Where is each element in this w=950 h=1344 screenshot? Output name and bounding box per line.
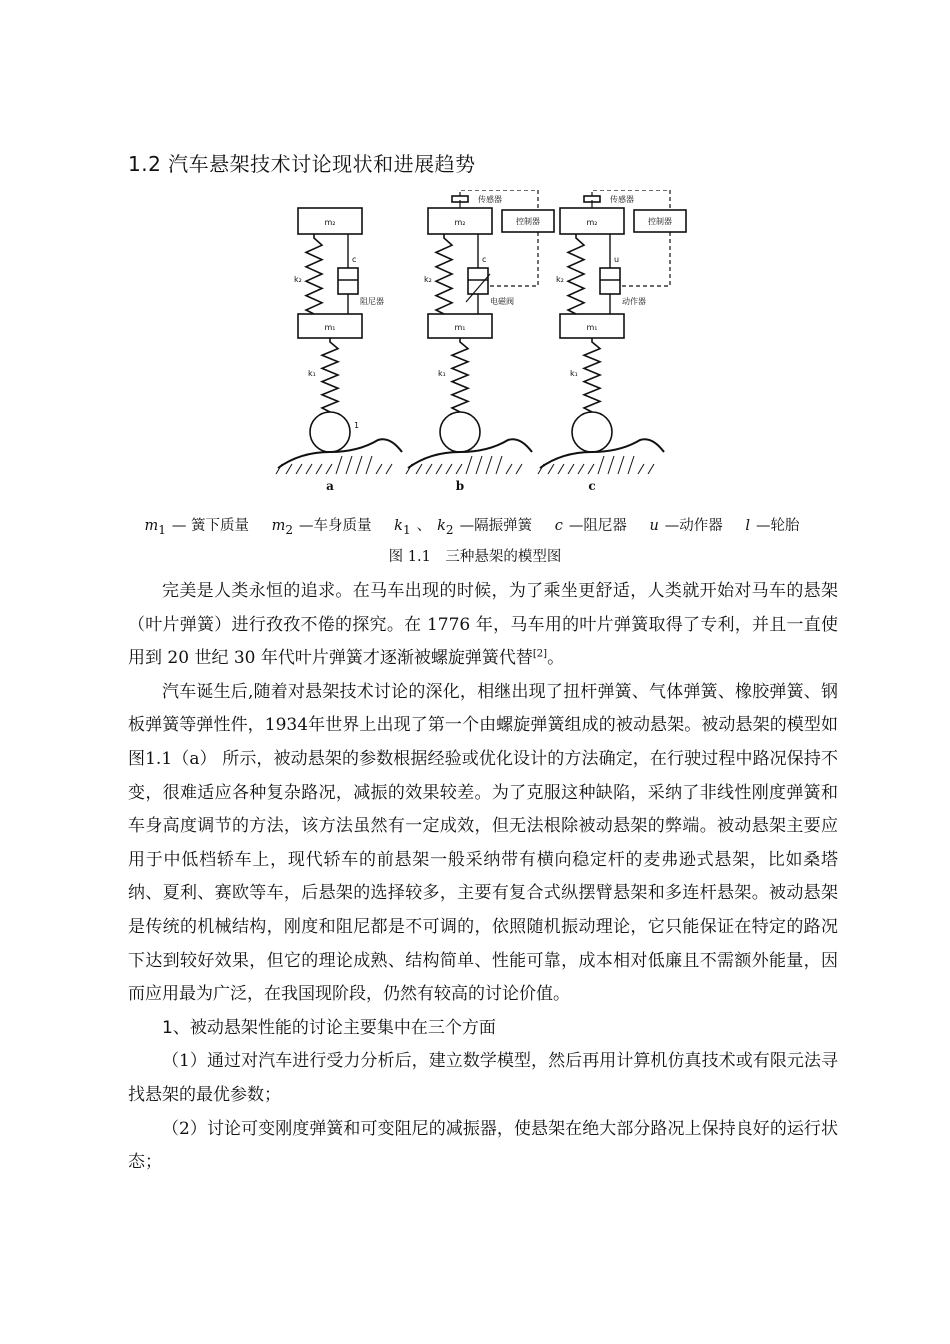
paragraph-history: 完美是人类永恒的追求。在马车出现的时候，为了乘坐更舒适，人类就开始对马车的悬架（叶片弹簧）进行孜孜不倦的探究。在 1776 年，马车用的叶片弹簧取得了专利，并且一直使用到 20 世纪 30 年代叶片弹簧才逐渐被螺旋弹簧代替[2]。 xyxy=(128,581,838,669)
road-hatch xyxy=(486,456,492,474)
road-hatch xyxy=(618,456,624,474)
road-hatch xyxy=(446,464,452,474)
panel-letter: c xyxy=(588,479,596,493)
figure-legend xyxy=(0,514,950,537)
road-hatch xyxy=(628,456,634,474)
road-hatch xyxy=(538,464,544,474)
road-hatch xyxy=(406,464,412,474)
sensor-label: 传感器 xyxy=(610,195,634,204)
legend-k: $k_1$ 、 $k_2$ —隔振弹簧 xyxy=(394,518,533,537)
mass-m2-label: m₂ xyxy=(324,218,336,227)
spring-k2-label: k₂ xyxy=(424,275,432,284)
list-item-1: （1）通过对汽车进行受力分析后，建立数学模型，然后再用计算机仿真技术或有限元法寻找悬架的最优参数； xyxy=(128,1051,838,1105)
road-hatch xyxy=(386,464,392,474)
damper-body xyxy=(600,268,620,294)
damper-symbol: u xyxy=(614,255,620,264)
suspension-diagram xyxy=(268,190,688,495)
road-hatch xyxy=(336,456,342,474)
spring-k2-label: k₂ xyxy=(294,275,302,284)
road-hatch xyxy=(588,464,594,474)
road-hatch xyxy=(456,464,462,474)
legend-c: c —阻尼器 xyxy=(554,518,627,534)
road-hatch xyxy=(608,456,614,474)
mass-m1-label: m₁ xyxy=(324,323,336,332)
road-hatch xyxy=(436,464,442,474)
road-hatch xyxy=(306,464,312,474)
spring-k1-label: k₁ xyxy=(308,369,316,378)
road-hatch xyxy=(356,456,362,474)
panel-letter: b xyxy=(455,479,465,493)
signal-line-control xyxy=(488,232,538,286)
body-text xyxy=(128,575,838,1180)
damper-label: 动作器 xyxy=(622,297,646,306)
road-hatch xyxy=(346,456,352,474)
damper-body xyxy=(338,268,358,294)
road-hatch xyxy=(416,464,422,474)
sub-heading: 1、被动悬架性能的讨论主要集中在三个方面 xyxy=(162,1017,496,1038)
legend-m2: $m_2$ —车身质量 xyxy=(271,518,372,537)
road-hatch xyxy=(578,464,584,474)
spring-k1-label: k₁ xyxy=(570,369,578,378)
spring-k2 xyxy=(306,234,322,314)
road-hatch xyxy=(286,464,292,474)
road-hatch xyxy=(326,464,332,474)
road-hatch xyxy=(506,464,512,474)
spring-k1 xyxy=(452,338,468,412)
damper-symbol: c xyxy=(352,255,357,264)
road-hatch xyxy=(638,464,644,474)
tire-label: 1 xyxy=(354,421,360,430)
list-item-2: （2）讨论可变刚度弹簧和可变阻尼的减振器，使悬架在绝大部分路况上保持良好的运行状态； xyxy=(128,1118,838,1173)
road-hatch xyxy=(598,456,604,474)
controller-label: 控制器 xyxy=(516,217,540,226)
tire-circle xyxy=(310,412,350,452)
road-hatch xyxy=(296,464,302,474)
road-hatch xyxy=(366,456,372,474)
mass-m1-label: m₁ xyxy=(454,323,466,332)
road-surface xyxy=(278,439,402,468)
legend-m1: $m_1$ — 簧下质量 xyxy=(144,518,249,537)
road-hatch xyxy=(316,464,322,474)
legend-l: l —轮胎 xyxy=(745,518,800,534)
citation-ref: [2] xyxy=(532,648,548,660)
legend-u: u —动作器 xyxy=(649,518,723,534)
damper-label: 电磁阀 xyxy=(490,297,514,306)
mass-m2-label: m₂ xyxy=(586,218,598,227)
road-hatch xyxy=(516,464,522,474)
paragraph-passive-suspension: 汽车诞生后,随着对悬架技术讨论的深化，相继出现了扭杆弹簧、气体弹簧、橡胶弹簧、钢板弹簧等弹性件，1934年世界上出现了第一个由螺旋弹簧组成的被动悬架。被动悬架的模型如图1.1（a） 所示，被动悬架的参数根据经验或优化设计的方法确定，在行驶过程中路况保持不变，很难适应各种复杂路况，减振的效果较差。为了克服这种缺陷，采纳了非线性刚度弹簧和车身高度调节的方法，该方法虽然有一定成效，但无法根除被动悬架的弊端。被动悬架主要应用于中低档轿车上，现代轿车的前悬架一般采纳带有横向稳定杆的麦弗逊式悬架，比如桑塔纳、夏利、赛欧等车，后悬架的选择较多，主要有复合式纵摆臂悬架和多连杆悬架。被动悬架是传统的机械结构，刚度和阻尼都是不可调的，依照随机振动理论，它只能保证在特定的路况下达到较好效果，但它的理论成熟、结构简单、性能可靠，成本相对低廉且不需额外能量，因而应用最为广泛，在我国现阶段，仍然有较高的讨论价值。 xyxy=(128,681,838,1005)
road-hatch xyxy=(548,464,554,474)
suspension-model-figure xyxy=(268,190,688,495)
road-hatch xyxy=(568,464,574,474)
signal-line-control xyxy=(620,232,670,286)
panel-letter: a xyxy=(326,479,334,493)
road-surface xyxy=(540,439,664,468)
road-hatch xyxy=(426,464,432,474)
spring-k2 xyxy=(436,234,452,314)
controller-label: 控制器 xyxy=(648,217,672,226)
spring-k2 xyxy=(568,234,584,314)
spring-k1-label: k₁ xyxy=(438,369,446,378)
mass-m1-label: m₁ xyxy=(586,323,598,332)
spring-k1 xyxy=(322,338,338,412)
road-hatch xyxy=(558,464,564,474)
damper-symbol: c xyxy=(482,255,487,264)
road-hatch xyxy=(648,464,654,474)
section-heading: 1.2 汽车悬架技术讨论现状和进展趋势 xyxy=(128,152,476,176)
road-hatch xyxy=(496,456,502,474)
road-hatch xyxy=(276,464,282,474)
figure-caption: 图 1.1 三种悬架的模型图 xyxy=(388,549,562,565)
tire-circle xyxy=(440,412,480,452)
road-hatch xyxy=(476,456,482,474)
spring-k2-label: k₂ xyxy=(556,275,564,284)
spring-k1 xyxy=(584,338,600,412)
mass-m2-label: m₂ xyxy=(454,218,466,227)
damper-body xyxy=(468,268,488,294)
sensor-label: 传感器 xyxy=(478,195,502,204)
road-surface xyxy=(408,439,532,468)
road-hatch xyxy=(466,456,472,474)
road-hatch xyxy=(376,464,382,474)
tire-circle xyxy=(572,412,612,452)
damper-label: 阻尼器 xyxy=(360,297,384,306)
